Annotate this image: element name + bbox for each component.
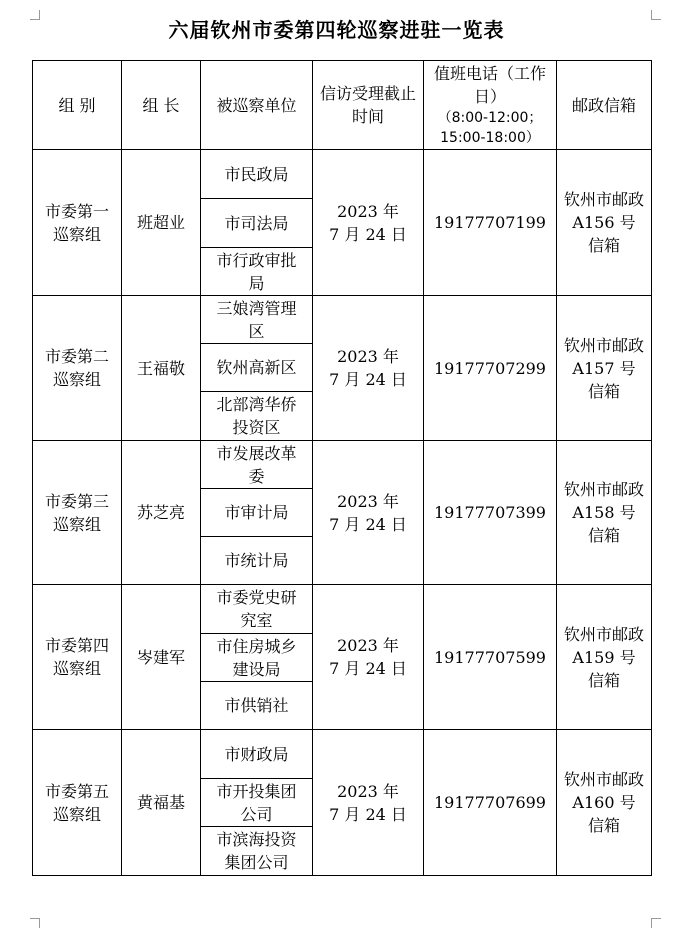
inspected-unit-cell: 市委党史研究室 — [201, 585, 313, 634]
deadline-year: 2023 年 — [337, 347, 399, 366]
table-row — [33, 730, 652, 779]
header-mailbox: 邮政信箱 — [557, 61, 652, 150]
leader-cell: 岑建军 — [122, 585, 201, 730]
group-cell: 市委第五巡察组 — [33, 730, 122, 876]
table-row — [33, 585, 652, 634]
deadline-year: 2023 年 — [337, 636, 399, 655]
duty-phone-cell: 19177707199 — [424, 150, 557, 296]
table-row — [33, 296, 652, 344]
inspected-unit-cell: 市统计局 — [201, 537, 313, 585]
deadline-year: 2023 年 — [337, 491, 399, 511]
mailbox-line: 钦州市邮政 — [563, 770, 644, 789]
inspected-unit-cell: 北部湾华侨投资区 — [201, 392, 313, 441]
deadline-day: 7 月 24 日 — [329, 370, 407, 389]
header-unit: 被巡察单位 — [201, 61, 313, 150]
inspected-unit-cell: 市行政审批局 — [201, 248, 313, 296]
header-group: 组 别 — [33, 61, 122, 150]
deadline-cell — [313, 730, 424, 876]
inspected-unit-cell: 三娘湾管理区 — [201, 296, 313, 344]
mailbox-cell — [557, 296, 652, 441]
mailbox-line: 信箱 — [587, 526, 620, 545]
inspected-unit-cell: 市开投集团公司 — [201, 779, 313, 827]
inspected-unit-cell: 市财政局 — [201, 730, 313, 779]
inspected-unit-cell: 市滨海投资集团公司 — [201, 827, 313, 876]
group-cell: 市委第三巡察组 — [33, 441, 122, 585]
inspected-unit-cell: 市住房城乡建设局 — [201, 634, 313, 682]
deadline-year: 2023 年 — [337, 201, 399, 221]
deadline-cell — [313, 441, 424, 585]
deadline-day: 7 月 24 日 — [329, 224, 407, 244]
mailbox-line: 钦州市邮政 — [563, 624, 644, 644]
duty-phone-cell: 19177707399 — [424, 441, 557, 585]
deadline-day: 7 月 24 日 — [329, 804, 407, 824]
header-phone-title: 值班电话（工作日） — [433, 64, 546, 106]
leader-cell: 苏芝亮 — [122, 441, 201, 585]
duty-phone-cell: 19177707599 — [424, 585, 557, 730]
mailbox-line: 信箱 — [587, 670, 620, 690]
deadline-cell — [313, 296, 424, 441]
deadline-day: 7 月 24 日 — [329, 659, 407, 678]
page-title: 六届钦州市委第四轮巡察进驻一览表 — [168, 18, 505, 42]
mailbox-line: 钦州市邮政 — [563, 480, 644, 499]
page-corner-mark — [651, 918, 661, 928]
inspected-unit-cell: 市民政局 — [201, 150, 313, 199]
mailbox-line: A159 号 — [572, 647, 636, 667]
mailbox-line: 钦州市邮政 — [563, 335, 644, 355]
mailbox-line: 信箱 — [587, 381, 620, 401]
deadline-year: 2023 年 — [337, 781, 399, 801]
inspected-unit-cell: 市供销社 — [201, 682, 313, 730]
inspected-unit-cell: 钦州高新区 — [201, 344, 313, 392]
deadline-cell — [313, 150, 424, 296]
header-leader: 组 长 — [122, 61, 201, 150]
leader-cell: 班超业 — [122, 150, 201, 296]
mailbox-line: A160 号 — [572, 793, 636, 812]
mailbox-line: 信箱 — [587, 236, 620, 255]
header-deadline: 信访受理截止时间 — [313, 61, 424, 150]
mailbox-cell — [557, 585, 652, 730]
duty-phone-cell: 19177707699 — [424, 730, 557, 876]
mailbox-line: 钦州市邮政 — [563, 190, 644, 209]
leader-cell: 王福敬 — [122, 296, 201, 441]
inspected-unit-cell: 市发展改革委 — [201, 441, 313, 489]
leader-cell: 黄福基 — [122, 730, 201, 876]
deadline-cell — [313, 585, 424, 730]
inspected-unit-cell: 市审计局 — [201, 489, 313, 537]
mailbox-cell — [557, 150, 652, 296]
header-phone-hours: （8:00-12:00；15:00-18:00） — [437, 110, 543, 146]
header-phone — [424, 61, 557, 150]
mailbox-line: A157 号 — [572, 358, 636, 378]
mailbox-cell — [557, 730, 652, 876]
page-corner-mark — [30, 918, 40, 928]
table-row — [33, 150, 652, 199]
inspected-unit-cell: 市司法局 — [201, 199, 313, 248]
table-row — [33, 441, 652, 489]
inspection-table — [32, 60, 652, 876]
group-cell: 市委第一巡察组 — [33, 150, 122, 296]
group-cell: 市委第四巡察组 — [33, 585, 122, 730]
group-cell: 市委第二巡察组 — [33, 296, 122, 441]
mailbox-cell — [557, 441, 652, 585]
table-header-row — [33, 61, 652, 150]
mailbox-line: A158 号 — [572, 503, 636, 522]
mailbox-line: A156 号 — [572, 213, 636, 232]
deadline-day: 7 月 24 日 — [329, 514, 407, 534]
mailbox-line: 信箱 — [587, 816, 620, 835]
duty-phone-cell: 19177707299 — [424, 296, 557, 441]
